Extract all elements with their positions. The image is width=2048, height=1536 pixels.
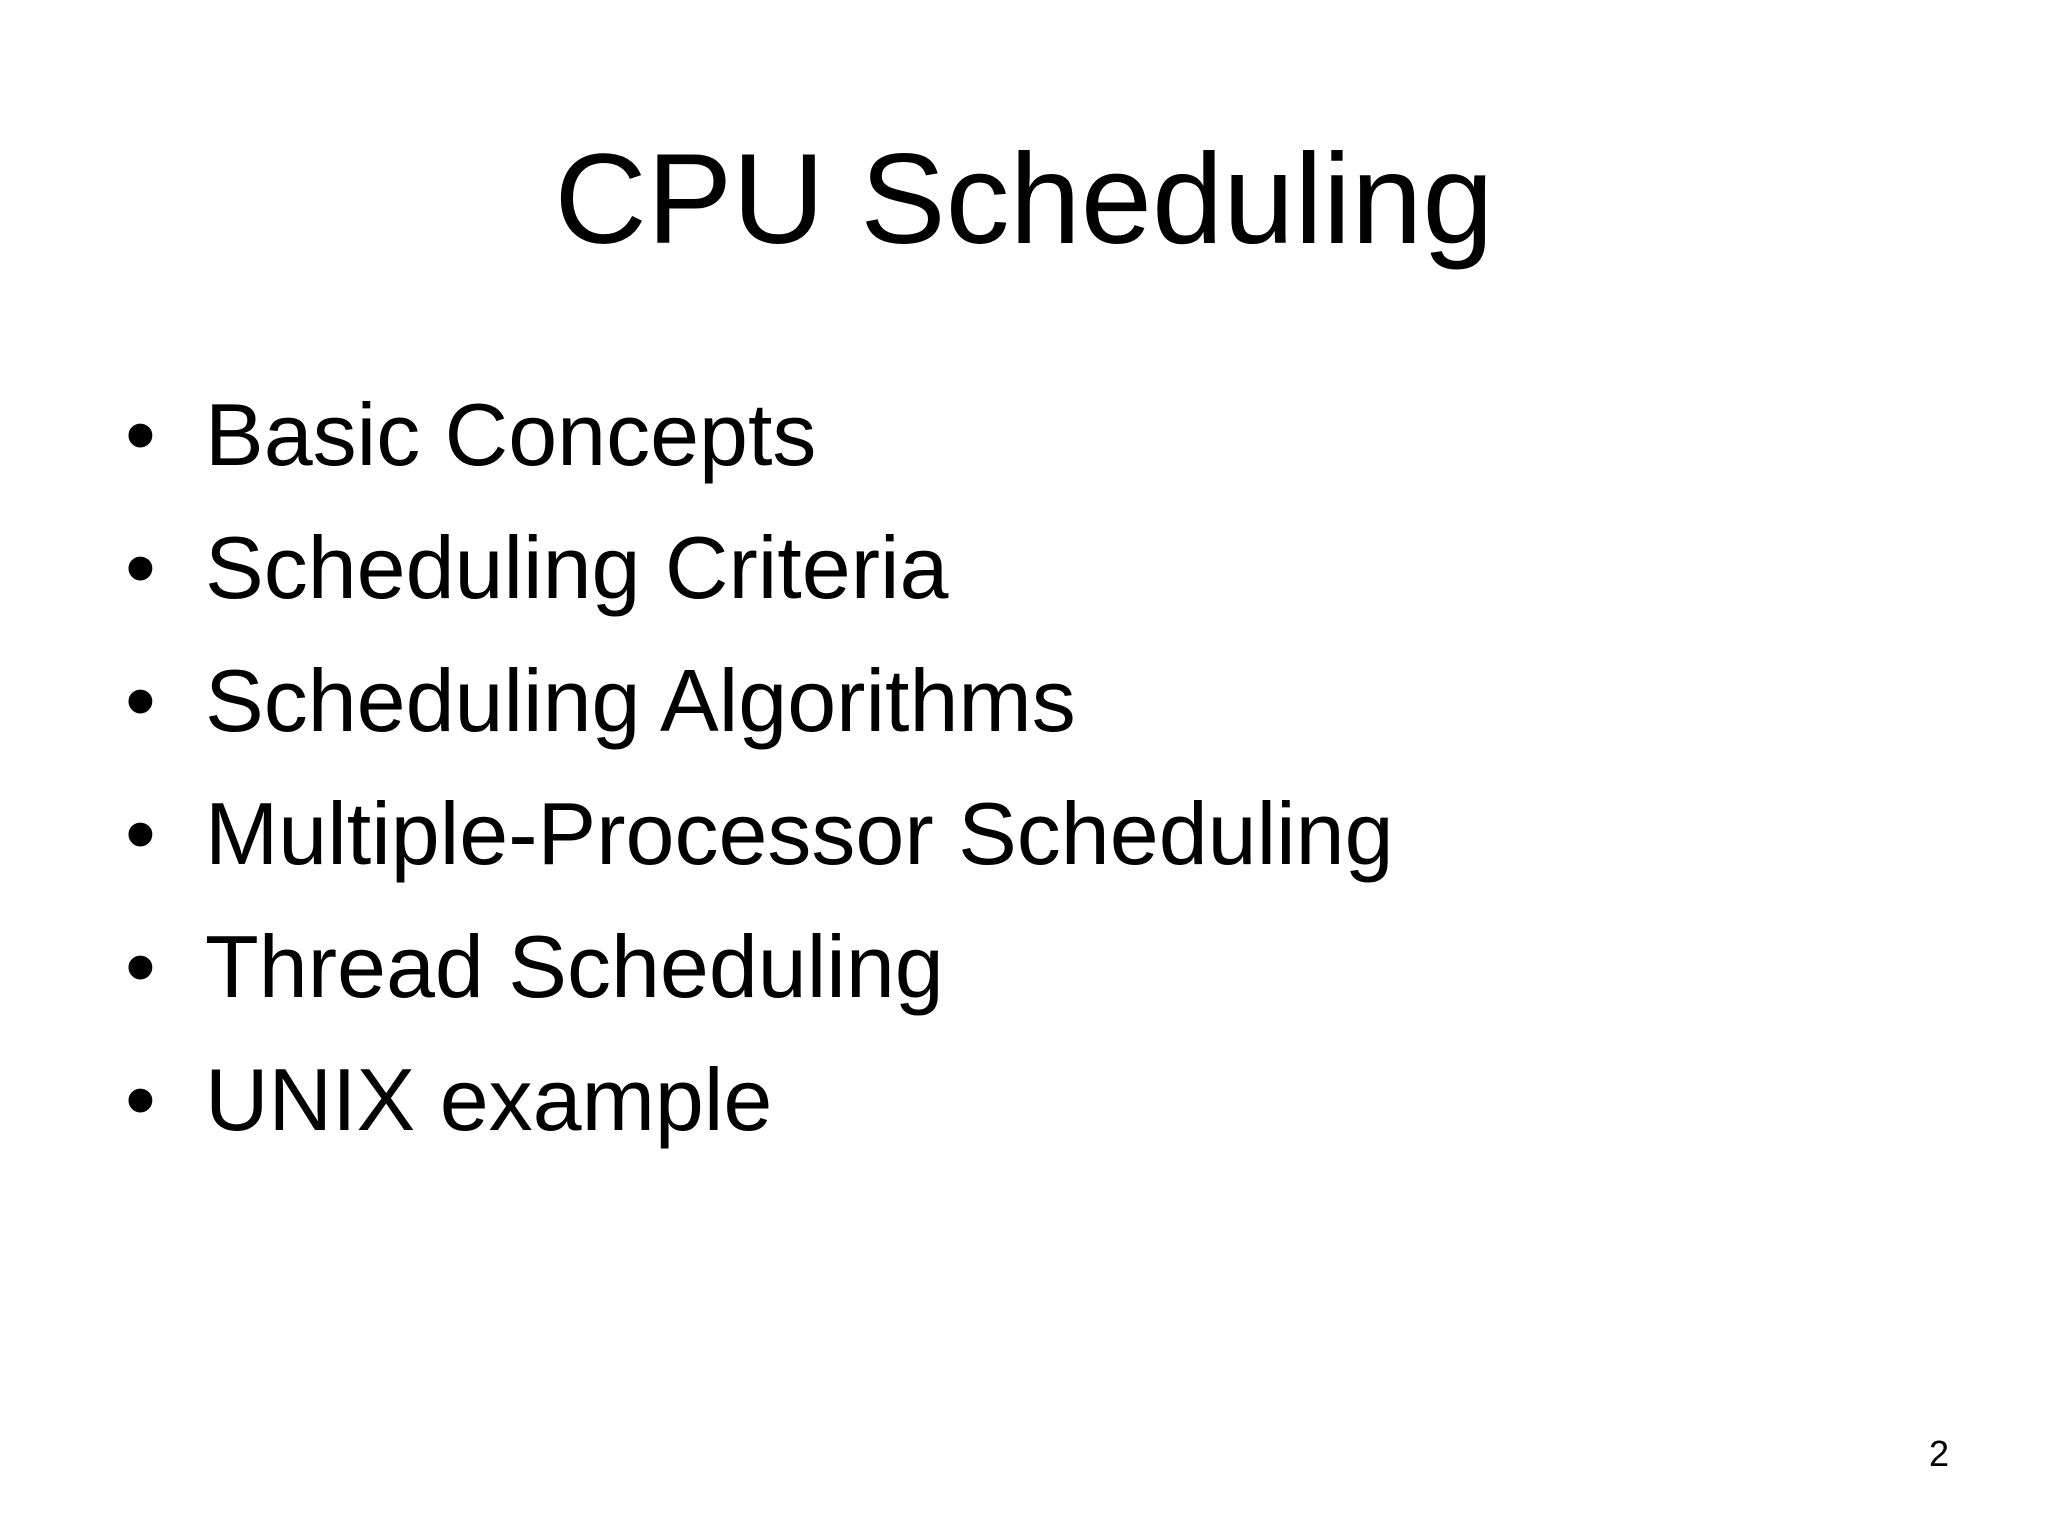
bullet-icon: • (125, 385, 156, 484)
bullet-icon: • (125, 784, 156, 883)
bullet-text: UNIX example (205, 1050, 773, 1149)
bullet-icon: • (125, 1050, 156, 1149)
bullet-icon: • (125, 518, 156, 617)
bullet-text: Thread Scheduling (205, 917, 944, 1016)
slide-title: CPU Scheduling (554, 128, 1494, 271)
bullet-text: Scheduling Criteria (205, 518, 949, 617)
bullet-icon: • (125, 917, 156, 1016)
bullet-text: Multiple-Processor Scheduling (205, 784, 1394, 883)
bullet-text: Scheduling Algorithms (205, 651, 1076, 750)
bullet-icon: • (125, 651, 156, 750)
page-number: 2 (1928, 1433, 1949, 1474)
bullet-text: Basic Concepts (205, 385, 817, 484)
